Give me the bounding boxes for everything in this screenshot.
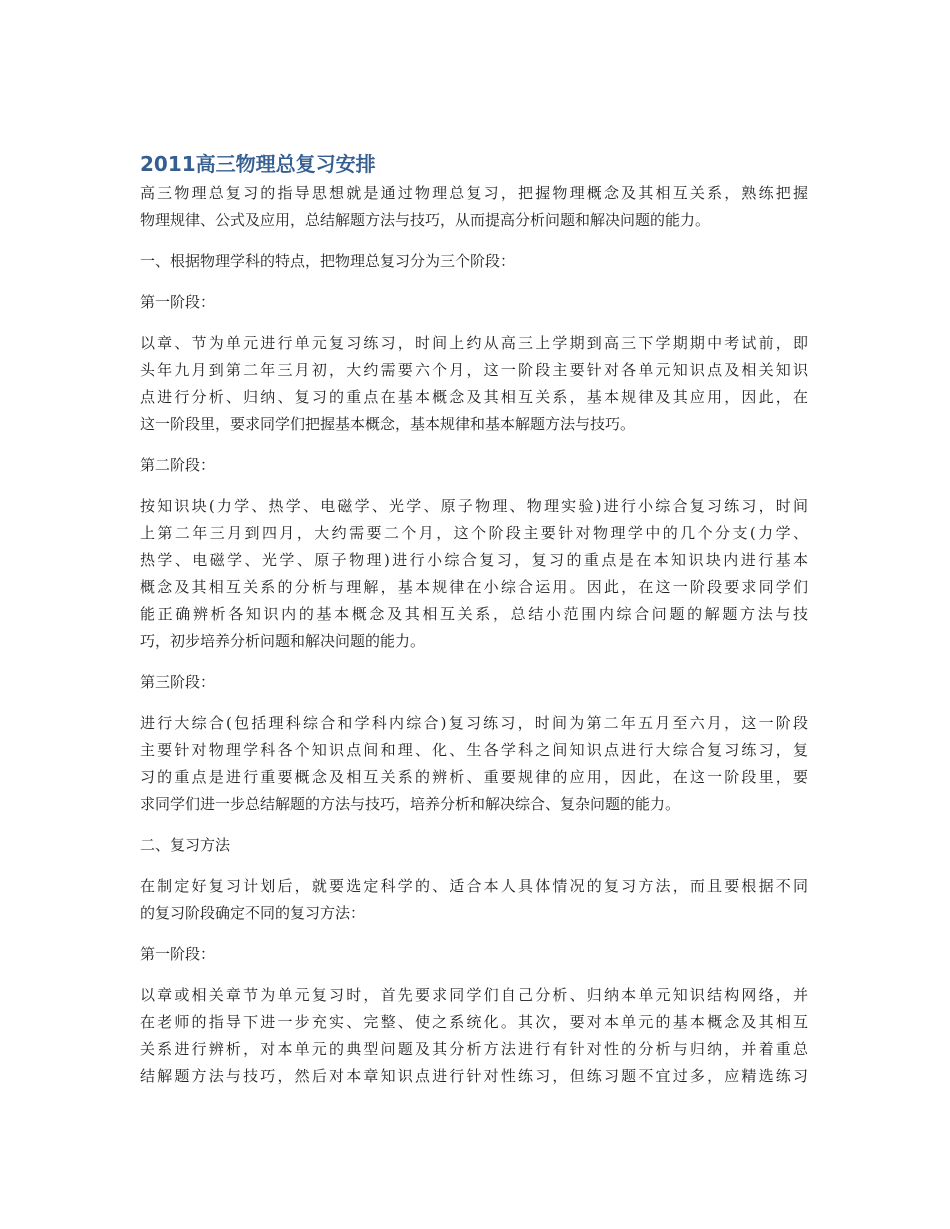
text-line: 热学、电磁学、光学、原子物理)进行小综合复习，复习的重点是在本知识块内进行基本 — [140, 551, 808, 569]
text-line: 头年九月到第二年三月初，大约需要六个月，这一阶段主要针对各单元知识点及相关知识 — [140, 361, 808, 379]
stage-one-label — [140, 289, 808, 316]
text-line: 第一阶段： — [140, 293, 216, 311]
text-line: 物理规律、公式及应用，总结解题方法与技巧，从而提高分析问题和解决问题的能力。 — [140, 211, 711, 229]
text-line: 能正确辨析各知识内的基本概念及其相互关系，总结小范围内综合问题的解题方法与技 — [140, 605, 808, 623]
text-line: 以章或相关章节为单元复习时，首先要求同学们自己分析、归纳本单元知识结构网络，并 — [140, 986, 808, 1004]
stage-one-paragraph — [140, 330, 808, 438]
section-heading-stages — [140, 248, 808, 275]
text-line: 以章、节为单元进行单元复习练习，时间上约从高三上学期到高三下学期期中考试前，即 — [140, 334, 808, 352]
text-line: 点进行分析、归纳、复习的重点在基本概念及其相互关系，基本规律及其应用，因此，在 — [140, 388, 808, 406]
stage-three-label — [140, 669, 808, 696]
text-line: 第一阶段： — [140, 945, 216, 963]
document-title: 2011高三物理总复习安排 — [140, 152, 376, 176]
text-line: 在制定好复习计划后，就要选定科学的、适合本人具体情况的复习方法，而且要根据不同 — [140, 877, 808, 895]
stage-three-paragraph — [140, 710, 808, 818]
stage-two-label — [140, 452, 808, 479]
text-line: 一、根据物理学科的特点，把物理总复习分为三个阶段： — [140, 252, 516, 270]
text-line: 按知识块(力学、热学、电磁学、光学、原子物理、物理实验)进行小综合复习练习，时间 — [140, 497, 808, 515]
text-line: 第三阶段： — [140, 673, 216, 691]
text-line: 二、复习方法 — [140, 836, 231, 854]
text-line: 这一阶段里，要求同学们把握基本概念，基本规律和基本解题方法与技巧。 — [140, 415, 636, 433]
text-line: 的复习阶段确定不同的复习方法： — [140, 904, 366, 922]
text-line: 高三物理总复习的指导思想就是通过物理总复习，把握物理概念及其相互关系，熟练把握 — [140, 184, 808, 202]
methods-stage-one-paragraph — [140, 982, 808, 1090]
text-line: 第二阶段： — [140, 456, 216, 474]
text-line: 进行大综合(包括理科综合和学科内综合)复习练习，时间为第二年五月至六月，这一阶段 — [140, 714, 808, 732]
stage-two-paragraph — [140, 493, 808, 655]
text-line: 巧，初步培养分析问题和解决问题的能力。 — [140, 632, 426, 650]
text-line: 在老师的指导下进一步充实、完整、使之系统化。其次，要对本单元的基本概念及其相互 — [140, 1013, 808, 1031]
document-page — [140, 148, 808, 1104]
text-line: 结解题方法与技巧，然后对本章知识点进行针对性练习，但练习题不宜过多，应精选练习 — [140, 1067, 808, 1085]
text-line: 求同学们进一步总结解题的方法与技巧，培养分析和解决综合、复杂问题的能力。 — [140, 795, 681, 813]
intro-paragraph — [140, 180, 808, 234]
text-line: 主要针对物理学科各个知识点间和理、化、生各学科之间知识点进行大综合复习练习，复 — [140, 741, 808, 759]
section-heading-methods — [140, 832, 808, 859]
methods-intro-paragraph — [140, 873, 808, 927]
text-line: 关系进行辨析，对本单元的典型问题及其分析方法进行有针对性的分析与归纳，并着重总 — [140, 1040, 808, 1058]
text-line: 上第二年三月到四月，大约需要二个月，这个阶段主要针对物理学中的几个分支(力学、 — [140, 524, 808, 542]
text-line: 概念及其相互关系的分析与理解，基本规律在小综合运用。因此，在这一阶段要求同学们 — [140, 578, 808, 596]
text-line: 习的重点是进行重要概念及相互关系的辨析、重要规律的应用，因此，在这一阶段里，要 — [140, 768, 808, 786]
methods-stage-one-label — [140, 941, 808, 968]
